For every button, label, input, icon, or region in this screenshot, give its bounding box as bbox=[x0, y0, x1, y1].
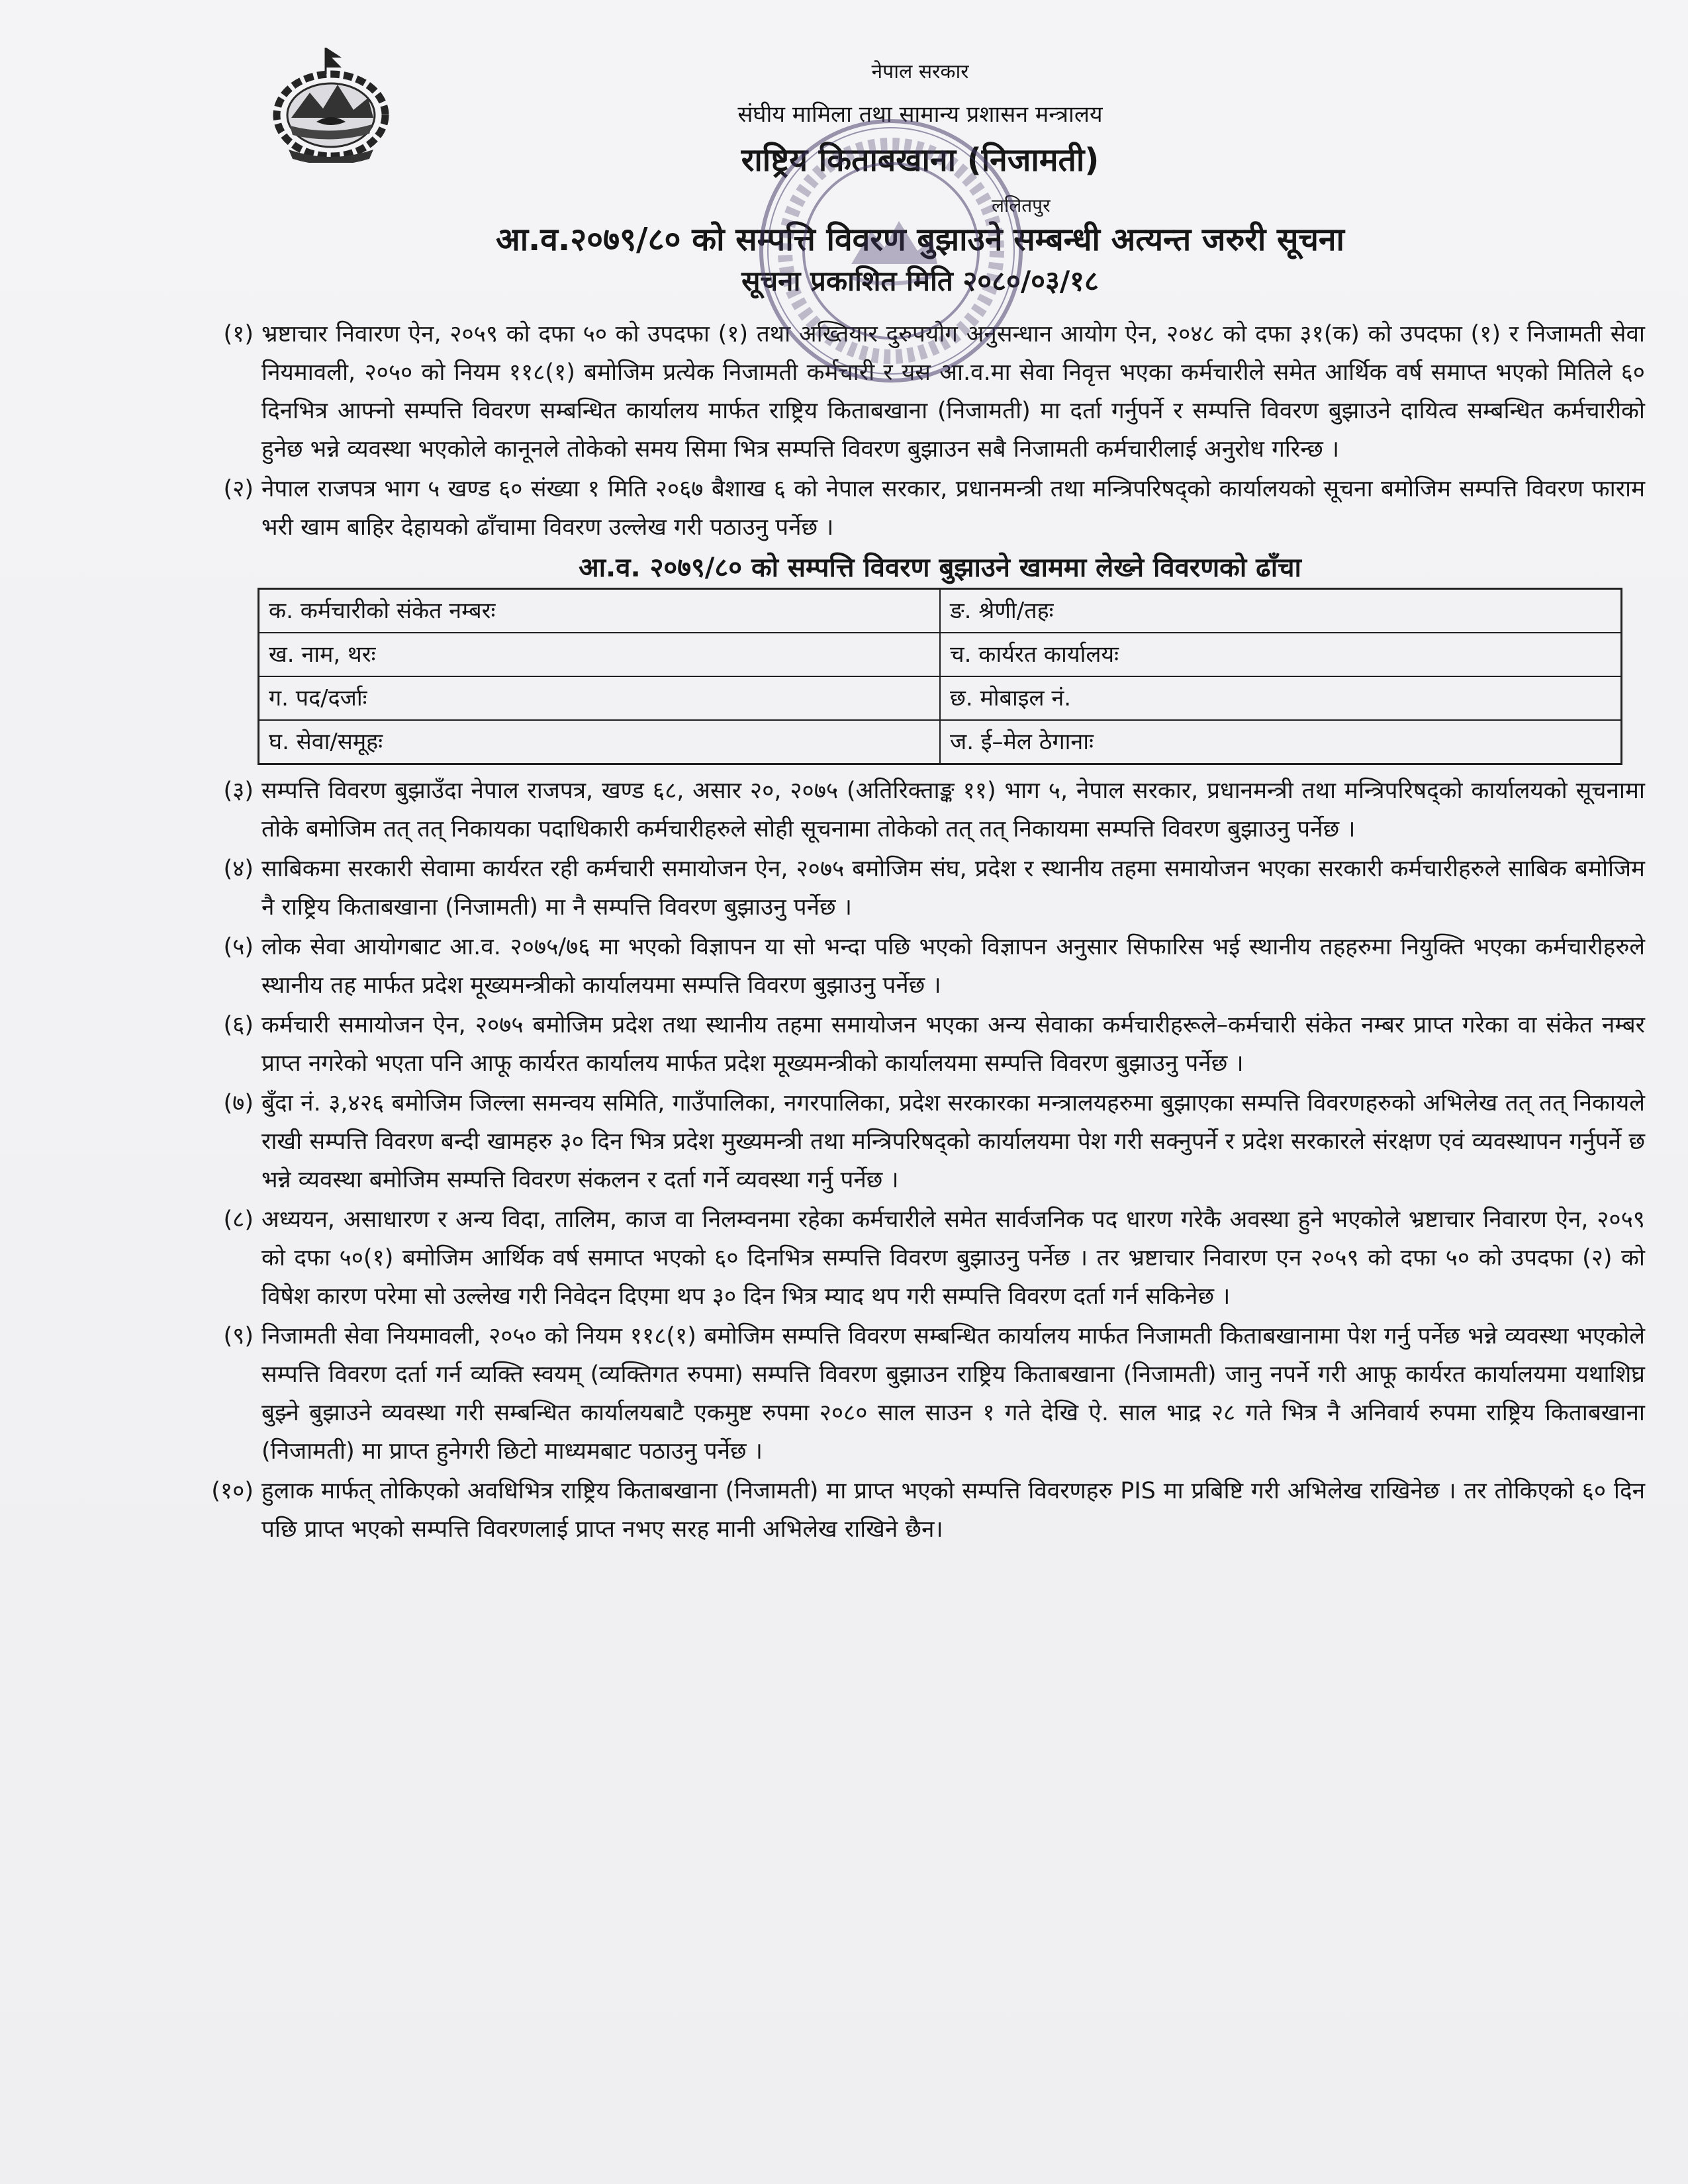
point-number: (१) bbox=[223, 321, 254, 347]
point-number: (९) bbox=[223, 1323, 254, 1349]
point-text: लोक सेवा आयोगबाट आ.व. २०७५/७६ मा भएको विज्ञापन या सो भन्दा पछि भएको विज्ञापन अनुसार सिफारिस भई स्थानीय तहहरुमा नियुक्ति भएका कर्मचारीहरुले स्थानीय तह मार्फत प्रदेश मूख्यमन्त्रीको कार्यालयमा सम्पत्ति विवरण बुझाउनु पर्नेछ । bbox=[261, 934, 1645, 999]
notice-point bbox=[162, 1472, 1645, 1549]
notice-point bbox=[162, 928, 1645, 1005]
table-cell: ग. पद/दर्जाः bbox=[259, 676, 941, 720]
office-name: राष्ट्रिय किताबखाना (निजामती) bbox=[741, 142, 1100, 179]
point-number: (८) bbox=[223, 1206, 254, 1233]
ministry-name: संघीय मामिला तथा सामान्य प्रशासन मन्त्रालय bbox=[737, 101, 1103, 128]
point-text: साबिकमा सरकारी सेवामा कार्यरत रही कर्मचारी समायोजन ऐन, २०७५ बमोजिम संघ, प्रदेश र स्थानीय तहमा समायोजन भएका सरकारी कर्मचारीहरुले साबिक बमोजिम नै राष्ट्रिय किताबखाना (निजामती) मा नै सम्पत्ति विवरण बुझाउनु पर्नेछ । bbox=[261, 856, 1645, 921]
envelope-format-title: आ.व. २०७९/८० को सम्पत्ति विवरण बुझाउने खाममा लेख्ने विवरणको ढाँचा bbox=[579, 553, 1301, 583]
table-cell: घ. सेवा/समूहः bbox=[259, 720, 941, 764]
point-number: (७) bbox=[223, 1090, 254, 1116]
point-text: भ्रष्टाचार निवारण ऐन, २०५९ को दफा ५० को उपदफा (१) तथा अख्तियार दुरुपयोग अनुसन्धान आयोग ऐन, २०४८ को दफा ३१(क) को उपदफा (१) र निजामती सेवा नियमावली, २०५० को नियम ११८(१) बमोजिम प्रत्येक निजामती कर्मचारी र यस आ.व.मा सेवा निवृत्त भएका कर्मचारीले समेत आर्थिक वर्ष समाप्त भएको मितिले ६० दिनभित्र आफ्नो सम्पत्ति विवरण सम्बन्धित कार्यालय मार्फत राष्ट्रिय किताबखाना (निजामती) मा दर्ता गर्नुपर्ने र सम्पत्ति विवरण बुझाउने दायित्व सम्बन्धित कर्मचारीको हुनेछ भन्ने व्यवस्था भएकोले कानूनले तोकेको समय सिमा भित्र सम्पत्ति विवरण बुझाउन सबै निजामती कर्मचारीलाई अनुरोध गरिन्छ । bbox=[261, 321, 1645, 463]
notice-point bbox=[162, 1006, 1645, 1083]
point-text: निजामती सेवा नियमावली, २०५० को नियम ११८(१) बमोजिम सम्पत्ति विवरण सम्बन्धित कार्यालय मार्फत निजामती किताबखानामा पेश गर्नु पर्नेछ भन्ने व्यवस्था भएकोले सम्पत्ति विवरण दर्ता गर्न व्यक्ति स्वयम् (व्यक्तिगत रुपमा) सम्पत्ति विवरण बुझाउन राष्ट्रिय किताबखाना (निजामती) जानु नपर्ने गरी आफू कार्यरत कार्यालयमा यथाशिघ्र बुझ्ने बुझाउने व्यवस्था गरी सम्बन्धित कार्यालयबाटै एकमुष्ट रुपमा २०८० साल साउन १ गते देखि ऐ. साल भाद्र २८ गते भित्र नै अनिवार्य रुपमा राष्ट्रिय किताबखाना (निजामती) मा प्राप्त हुनेगरी छिटो माध्यमबाट पठाउनु पर्नेछ । bbox=[261, 1323, 1645, 1465]
notice-body bbox=[162, 315, 1645, 1550]
point-number: (५) bbox=[223, 934, 254, 960]
notice-point bbox=[162, 1084, 1645, 1199]
notice-point bbox=[162, 315, 1645, 469]
table-cell: ङ. श्रेणी/तहः bbox=[940, 589, 1622, 633]
table-cell: छ. मोबाइल नं. bbox=[940, 676, 1622, 720]
table-cell: च. कार्यरत कार्यालयः bbox=[940, 633, 1622, 676]
point-text: बुँदा नं. ३,४२६ बमोजिम जिल्ला समन्वय समिति, गाउँपालिका, नगरपालिका, प्रदेश सरकारका मन्त्रालयहरुमा बुझाएका सम्पत्ति विवरणहरुको अभिलेख तत् तत् निकायले राखी सम्पत्ति विवरण बन्दी खामहरु ३० दिन भित्र प्रदेश मुख्यमन्त्री तथा मन्त्रिपरिषद्को कार्यालयमा पेश गरी सक्नुपर्ने र प्रदेश सरकारले संरक्षण एवं व्यवस्थापन गर्नुपर्ने छ भन्ने व्यवस्था बमोजिम सम्पत्ति विवरण संकलन र दर्ता गर्ने व्यवस्था गर्नु पर्नेछ । bbox=[261, 1090, 1645, 1193]
point-text: कर्मचारी समायोजन ऐन, २०७५ बमोजिम प्रदेश तथा स्थानीय तहमा समायोजन भएका अन्य सेवाका कर्मचारीहरूले–कर्मचारी संकेत नम्बर प्राप्त गरेका वा संकेत नम्बर प्राप्त नगरेको भएता पनि आफू कार्यरत कार्यालय मार्फत प्रदेश मूख्यमन्त्रीको कार्यालयमा सम्पत्ति विवरण बुझाउनु पर्नेछ । bbox=[261, 1012, 1645, 1077]
table-cell: ख. नाम, थरः bbox=[259, 633, 941, 676]
notice-title: आ.व.२०७९/८० को सम्पत्ति विवरण बुझाउने सम्बन्धी अत्यन्त जरुरी सूचना bbox=[496, 221, 1344, 258]
point-text: अध्ययन, असाधारण र अन्य विदा, तालिम, काज वा निलम्वनमा रहेका कर्मचारीले समेत सार्वजनिक पद धारण गरेकै अवस्था हुने भएकोले भ्रष्टाचार निवारण ऐन, २०५९ को दफा ५०(१) बमोजिम आर्थिक वर्ष समाप्त भएको ६० दिनभित्र सम्पत्ति विवरण बुझाउनु पर्नेछ । तर भ्रष्टाचार निवारण एन २०५९ को दफा ५० को उपदफा (२) को विषेश कारण परेमा सो उल्लेख गरी निवेदन दिएमा थप ३० दिन भित्र म्याद थप गरी सम्पत्ति विवरण दर्ता गर्न सकिनेछ । bbox=[261, 1206, 1645, 1310]
table-cell: ज. ई–मेल ठेगानाः bbox=[940, 720, 1622, 764]
notice-point bbox=[162, 1201, 1645, 1316]
point-number: (३) bbox=[223, 778, 254, 804]
point-number: (२) bbox=[223, 476, 254, 502]
point-text: सम्पत्ति विवरण बुझाउँदा नेपाल राजपत्र, खण्ड ६८, असार २०, २०७५ (अतिरिक्ताङ्क ११) भाग ५, नेपाल सरकार, प्रधानमन्त्री तथा मन्त्रिपरिषद्को कार्यालयको सूचनामा तोके बमोजिम तत् तत् निकायका पदाधिकारी कर्मचारीहरुले सोही सूचनामा तोकेको तत् तत् निकायमा सम्पत्ति विवरण बुझाउनु पर्नेछ । bbox=[261, 778, 1645, 842]
published-date: सूचना प्रकाशित मिति २०८०/०३/१८ bbox=[741, 265, 1099, 297]
notice-point bbox=[162, 772, 1645, 848]
point-number: (४) bbox=[223, 856, 254, 882]
notice-point bbox=[162, 1317, 1645, 1471]
point-text: हुलाक मार्फत् तोकिएको अवधिभित्र राष्ट्रिय किताबखाना (निजामती) मा प्राप्त भएको सम्पत्ति विवरणहरु PIS मा प्रबिष्टि गरी अभिलेख राखिनेछ । तर तोकिएको ६० दिन पछि प्राप्त भएको सम्पत्ति विवरणलाई प्राप्त नभए सरह मानी अभिलेख राखिने छैन। bbox=[261, 1478, 1645, 1543]
envelope-format-table bbox=[258, 588, 1622, 765]
point-text: नेपाल राजपत्र भाग ५ खण्ड ६० संख्या १ मिति २०६७ बैशाख ६ को नेपाल सरकार, प्रधानमन्त्री तथा मन्त्रिपरिषद्को कार्यालयको सूचना बमोजिम सम्पत्ति विवरण फाराम भरी खाम बाहिर देहायको ढाँचामा विवरण उल्लेख गरी पठाउनु पर्नेछ । bbox=[261, 476, 1645, 541]
table-row bbox=[259, 676, 1622, 720]
point-number: (६) bbox=[223, 1012, 254, 1038]
notice-point bbox=[162, 850, 1645, 927]
government-name: नेपाल सरकार bbox=[871, 60, 969, 83]
table-row bbox=[259, 633, 1622, 676]
point-number: (१०) bbox=[211, 1478, 254, 1504]
table-cell: क. कर्मचारीको संकेत नम्बरः bbox=[259, 589, 941, 633]
notice-point bbox=[162, 470, 1645, 547]
office-location: ललितपुर bbox=[992, 195, 1051, 216]
table-row bbox=[259, 720, 1622, 764]
table-row bbox=[259, 589, 1622, 633]
